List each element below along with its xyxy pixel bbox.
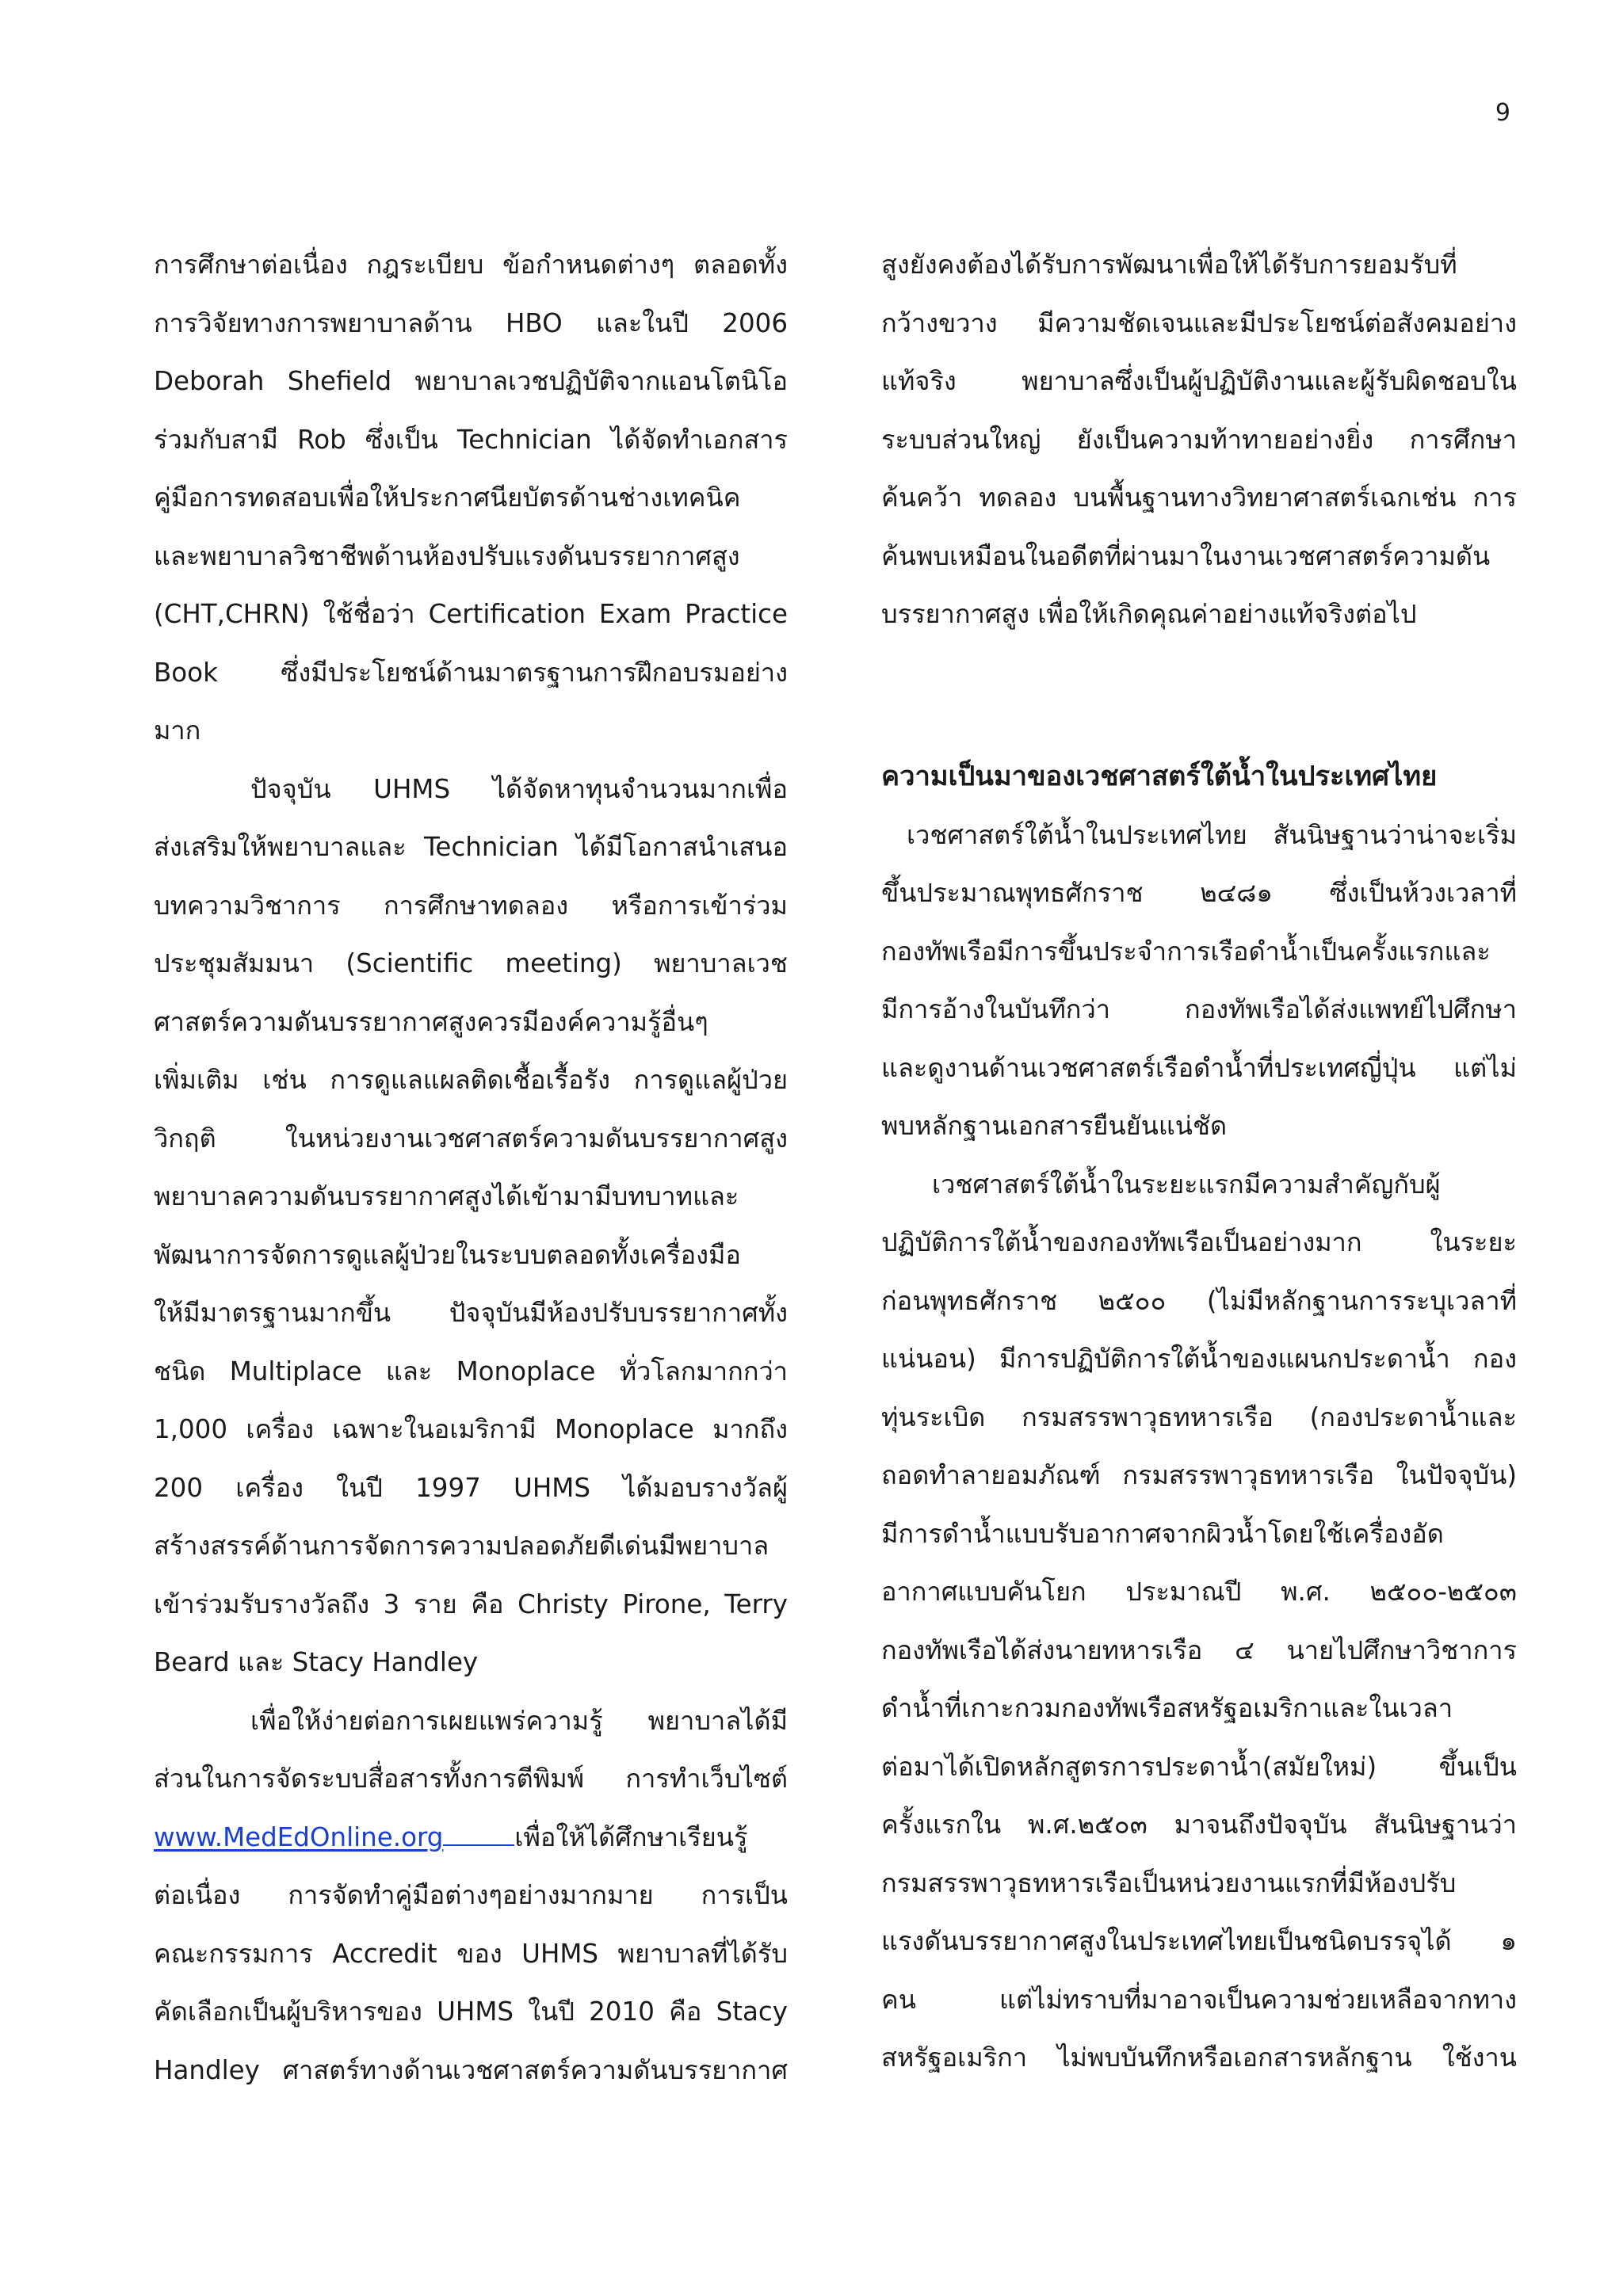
- text-line: ทุ่นระเบิด กรมสรรพาวุธทหารเรือ (กองประดาน้ำและ: [881, 1402, 1517, 1432]
- text-line: วิกฤติ ในหน่วยงานเวชศาสตร์ความดันบรรยากาศสูง: [154, 1123, 788, 1154]
- text-line: พบหลักฐานเอกสารยืนยันแน่ชัด: [881, 1111, 1228, 1141]
- text-line: ศาสตร์ความดันบรรยากาศสูงควรมีองค์ความรู้อื่นๆ: [154, 1006, 708, 1037]
- left-column: [154, 236, 788, 2100]
- mededonline-link[interactable]: www.MedEdOnline.org: [154, 1821, 444, 1852]
- text-fragment: เพื่อให้ได้ศึกษาเรียนรู้: [514, 1821, 748, 1852]
- text-line: คู่มือการทดสอบเพื่อให้ประกาศนียบัตรด้านช่างเทคนิค: [154, 482, 741, 513]
- text-line: ชนิด Multiplace และ Monoplace ทั่วโลกมากกว่า: [154, 1356, 788, 1386]
- text-line: คัดเลือกเป็นผู้บริหารของ UHMS ในปี 2010 คือ Stacy: [154, 1997, 788, 2027]
- text-line: ร่วมกับสามี Rob ซึ่งเป็น Technician ได้จัดทำเอกสาร: [154, 424, 788, 455]
- text-line: การวิจัยทางการพยาบาลด้าน HBO และในปี 2006: [154, 307, 788, 338]
- text-line: เข้าร่วมรับรางวัลถึง 3 ราย คือ Christy Pirone, Terry: [154, 1589, 788, 1619]
- text-line: มาก: [154, 715, 201, 746]
- text-line: ดำน้ำที่เกาะกวมกองทัพเรือสหรัฐอเมริกาและในเวลา: [881, 1693, 1453, 1723]
- text-line: ถอดทำลายอมภัณฑ์ กรมสรรพาวุธทหารเรือ ในปัจจุบัน): [881, 1460, 1517, 1490]
- text-line: พยาบาลความดันบรรยากาศสูงได้เข้ามามีบทบาทและ: [154, 1181, 739, 1211]
- section-spacer: [881, 644, 1517, 703]
- text-line: ค้นคว้า ทดลอง บนพื้นฐานทางวิทยาศาสตร์เฉกเช่น การ: [881, 482, 1517, 513]
- text-line: เพิ่มเติม เช่น การดูแลแผลติดเชื้อเรื้อรัง การดูแลผู้ป่วย: [154, 1065, 788, 1095]
- text-line: เวชศาสตร์ใต้น้ำในระยะแรกมีความสำคัญกับผู้: [932, 1169, 1441, 1199]
- text-line: และพยาบาลวิชาชีพด้านห้องปรับแรงดันบรรยากาศสูง: [154, 540, 740, 571]
- text-line-with-link: [154, 1809, 788, 1867]
- text-line: ต่อเนื่อง การจัดทำคู่มือต่างๆอย่างมากมาย การเป็น: [154, 1880, 788, 1910]
- text-line: ปัจจุบัน UHMS ได้จัดหาทุนจำนวนมากเพื่อ: [250, 773, 788, 804]
- text-line: แรงดันบรรยากาศสูงในประเทศไทยเป็นชนิดบรรจุได้ ๑: [881, 1926, 1517, 1956]
- text-line: กองทัพเรือมีการขึ้นประจำการเรือดำน้ำเป็นครั้งแรกและ: [881, 936, 1491, 967]
- text-line: Deborah Shefield พยาบาลเวชปฏิบัติจากแอนโตนิโอ: [154, 366, 788, 396]
- text-line: ค้นพบเหมือนในอดีตที่ผ่านมาในงานเวชศาสตร์ความดัน: [881, 540, 1491, 571]
- text-line: อากาศแบบคันโยก ประมาณปี พ.ศ. ๒๕๐๐-๒๕๐๓: [881, 1577, 1517, 1607]
- text-line: ระบบส่วนใหญ่ ยังเป็นความท้าทายอย่างยิ่ง การศึกษา: [881, 424, 1517, 455]
- text-line: ก่อนพุทธศักราช ๒๕๐๐ (ไม่มีหลักฐานการระบุเวลาที่: [881, 1285, 1517, 1316]
- text-line: กองทัพเรือได้ส่งนายทหารเรือ ๔ นายไปศึกษาวิชาการ: [881, 1634, 1517, 1665]
- text-line: ให้มีมาตรฐานมากขึ้น ปัจจุบันมีห้องปรับบรรยากาศทั้ง: [154, 1298, 788, 1328]
- text-line: มีการอ้างในบันทึกว่า กองทัพเรือได้ส่งแพทย์ไปศึกษา: [881, 994, 1517, 1024]
- text-line: ต่อมาได้เปิดหลักสูตรการประดาน้ำ(สมัยใหม่) ขึ้นเป็น: [881, 1751, 1517, 1782]
- right-column: [881, 236, 1517, 2088]
- section-spacer: [881, 702, 1517, 748]
- section-heading: ความเป็นมาของเวชศาสตร์ใต้น้ำในประเทศไทย: [881, 761, 1438, 792]
- text-line: ประชุมสัมมนา (Scientific meeting) พยาบาลเวช: [154, 948, 788, 978]
- text-line: ส่งเสริมให้พยาบาลและ Technician ได้มีโอกาสนำเสนอ: [154, 832, 788, 862]
- text-line: การศึกษาต่อเนื่อง กฎระเบียบ ข้อกำหนดต่างๆ ตลอดทั้ง: [154, 250, 788, 280]
- text-line: ปฏิบัติการใต้น้ำของกองทัพเรือเป็นอย่างมาก ในระยะ: [881, 1227, 1517, 1257]
- text-line: บทความวิชาการ การศึกษาทดลอง หรือการเข้าร่วม: [154, 890, 788, 921]
- text-line: กว้างขวาง มีความชัดเจนและมีประโยชน์ต่อสังคมอย่าง: [881, 307, 1517, 338]
- text-line: Book ซึ่งมีประโยชน์ด้านมาตรฐานการฝึกอบรมอย่าง: [154, 657, 788, 688]
- text-line: พัฒนาการจัดการดูแลผู้ป่วยในระบบตลอดทั้งเครื่องมือ: [154, 1239, 741, 1270]
- text-line: Handley ศาสตร์ทางด้านเวชศาสตร์ความดันบรรยากาศ: [154, 2054, 788, 2085]
- text-line: แท้จริง พยาบาลซึ่งเป็นผู้ปฏิบัติงานและผู้รับผิดชอบใน: [881, 366, 1517, 396]
- text-line: Beard และ Stacy Handley: [154, 1647, 479, 1677]
- text-line: แน่นอน) มีการปฏิบัติการใต้น้ำของแผนกประดาน้ำ กอง: [881, 1344, 1517, 1374]
- text-line: (CHT,CHRN) ใช้ชื่อว่า Certification Exam Practice: [154, 599, 788, 629]
- text-line: มีการดำน้ำแบบรับอากาศจากผิวน้ำโดยใช้เครื่องอัด: [881, 1518, 1444, 1549]
- link-underline-gap: [443, 1816, 514, 1846]
- text-line: เพื่อให้ง่ายต่อการเผยแพร่ความรู้ พยาบาลได้มี: [250, 1705, 788, 1736]
- text-line: เวชศาสตร์ใต้น้ำในประเทศไทย สันนิษฐานว่าน่าจะเริ่ม: [907, 819, 1517, 850]
- text-line: ส่วนในการจัดระบบสื่อสารทั้งการตีพิมพ์ การทำเว็บไซต์: [154, 1764, 788, 1794]
- page-number: 9: [1495, 99, 1510, 127]
- text-line: คณะกรรมการ Accredit ของ UHMS พยาบาลที่ได้รับ: [154, 1938, 788, 1969]
- text-line: และดูงานด้านเวชศาสตร์เรือดำน้ำที่ประเทศญี่ปุ่น แต่ไม่: [881, 1052, 1517, 1083]
- text-line: 200 เครื่อง ในปี 1997 UHMS ได้มอบรางวัลผู้: [154, 1472, 788, 1503]
- text-line: กรมสรรพาวุธทหารเรือเป็นหน่วยงานแรกที่มีห้องปรับ: [881, 1867, 1457, 1898]
- text-line: บรรยากาศสูง เพื่อให้เกิดคุณค่าอย่างแท้จริงต่อไป: [881, 599, 1417, 629]
- text-line: คน แต่ไม่ทราบที่มาอาจเป็นความช่วยเหลือจากทาง: [881, 1984, 1517, 2015]
- text-line: ครั้งแรกใน พ.ศ.๒๕๐๓ มาจนถึงปัจจุบัน สันนิษฐานว่า: [881, 1810, 1517, 1840]
- text-line: สร้างสรรค์ด้านการจัดการความปลอดภัยดีเด่นมีพยาบาล: [154, 1531, 769, 1561]
- text-line: สหรัฐอเมริกา ไม่พบบันทึกหรือเอกสารหลักฐาน ใช้งาน: [881, 2042, 1517, 2073]
- text-line: สูงยังคงต้องได้รับการพัฒนาเพื่อให้ได้รับการยอมรับที่: [881, 250, 1457, 280]
- text-line: 1,000 เครื่อง เฉพาะในอเมริกามี Monoplace มากถึง: [154, 1414, 788, 1444]
- text-line: ขึ้นประมาณพุทธศักราช ๒๔๘๑ ซึ่งเป็นห้วงเวลาที่: [881, 878, 1517, 908]
